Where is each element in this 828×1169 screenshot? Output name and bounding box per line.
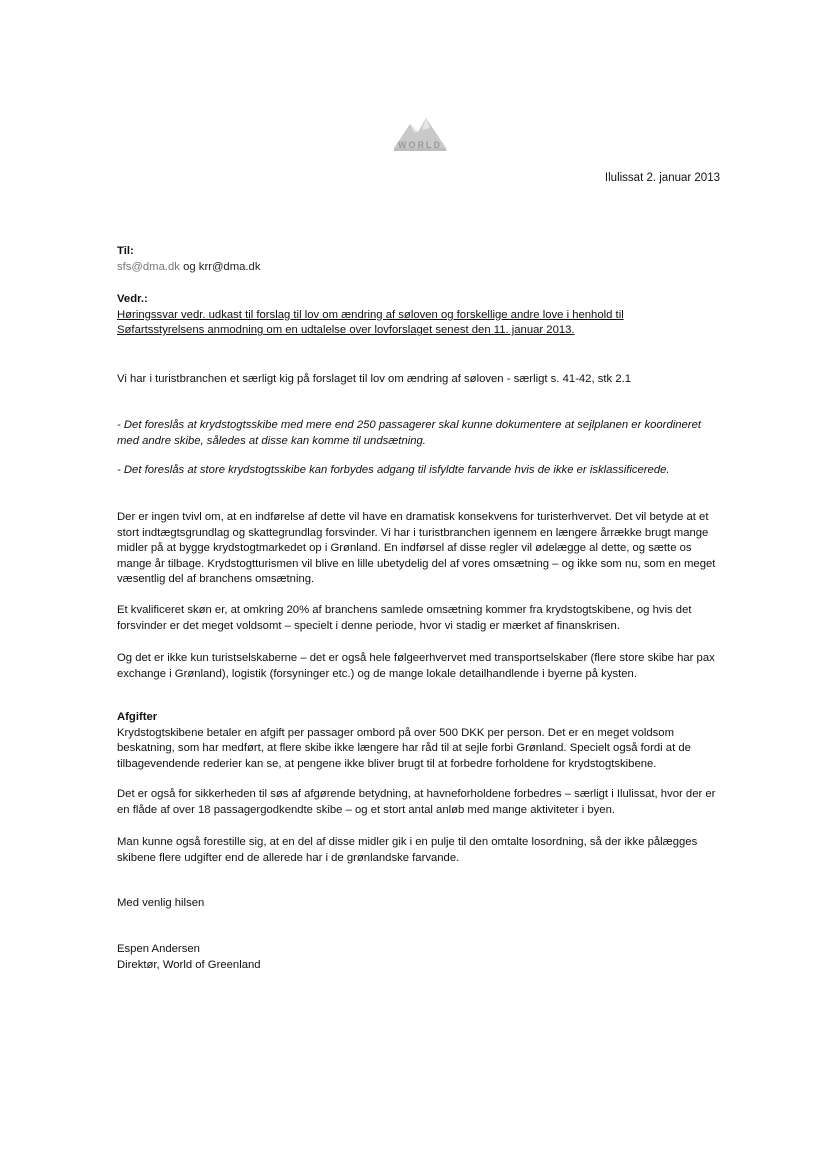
quote-1-text: - Det foreslås at krydstogtsskibe med mere end 250 passagerer skal kunne dokumentere at sejlplanen er koordineret med andre skibe, således at disse kan komme til undsætning. [117, 419, 701, 447]
mountain-logo-icon [388, 110, 452, 158]
signature-block [117, 942, 722, 973]
recipient-block [117, 244, 722, 275]
logo-wordmark: WORLD [398, 140, 442, 150]
subject-line-1: Høringssvar vedr. udkast til forslag til lov om ændring af søloven og forskellige andre love i henhold til [117, 308, 624, 321]
paragraph-safety [117, 787, 722, 818]
email-1[interactable]: sfs@dma.dk [117, 260, 180, 273]
email-2[interactable]: krr@dma.dk [198, 260, 261, 273]
paragraph-industry-text: Og det er ikke kun turistselskaberne – det er også hele følgeerhvervet med transportselskaber (flere store skibe har pax exchange i Grønland), logistik (forsyninger etc.) og de mange lokale detailhandlende i byerne på kysten. [117, 652, 715, 680]
quote-2-text: - Det foreslås at store krydstogtsskibe kan forbydes adgang til isfyldte farvande hvis de ikke er isklassificerede. [117, 464, 670, 476]
email-joiner: og [179, 260, 199, 273]
closing [117, 896, 722, 912]
signature-title: Direktør, World of Greenland [117, 958, 261, 971]
subject-line-2: Søfartsstyrelsens anmodning om en udtalelse over lovforslaget senest den 11. januar 2013. [117, 324, 575, 336]
quote-2 [117, 463, 722, 479]
paragraph-consequence [117, 510, 722, 588]
intro-text: Vi har i turistbranchen et særligt kig på forslaget til lov om ændring af søloven - særligt s. 41-42, stk 2.1 [117, 373, 632, 385]
afgifter-heading: Afgifter [117, 711, 158, 723]
quote-1 [117, 418, 722, 449]
paragraph-fund [117, 835, 722, 866]
signature-name: Espen Andersen [117, 943, 200, 955]
recipient-emails [117, 260, 722, 276]
afgifter-text: Krydstogtskibene betaler en afgift per passager ombord på over 500 DKK per person. Det er en meget voldsom beskatning, som har medført, at flere skibe ikke længere har råd til at sejle forbi Grønland. Specielt også fordi at de tilbagevendende rederier kan se, at pengene ikke bliver brugt til at forbedre forholdene for krydstogtskibene. [117, 726, 691, 770]
paragraph-safety-text: Det er også for sikkerheden til søs af afgørende betydning, at havneforholdene forbedres – særligt i Ilulissat, hvor der er en flåde af over 18 passagergodkendte skibe – og et stort antal anløb med mange aktiviteter i byen. [117, 788, 716, 816]
subject-label: Vedr.: [117, 293, 148, 305]
paragraph-estimate [117, 603, 722, 634]
paragraph-industry [117, 651, 722, 682]
paragraph-consequence-text: Der er ingen tvivl om, at en indførelse af dette vil have en dramatisk konsekvens for turisterhvervet. Det vil betyde at et stort indtægtsgrundlag og skattegrundlag forsvinder. Vi har i turistbranchen igennem en længere årrække brugt mange midler på at bygge krydstogtmarkedet op i Grønland. En indførsel af disse regler vil ødelægge al dette, og sætte os mange år tilbage. Krydstogtturismen vil blive en lille ubetydelig del af vores omsætning – og ikke som nu, som en meget væsentlig del af branchens omsætning. [117, 511, 716, 585]
closing-text: Med venlig hilsen [117, 897, 205, 909]
date-line: Ilulissat 2. januar 2013 [604, 172, 720, 184]
paragraph-fund-text: Man kunne også forestille sig, at en del af disse midler gik i en pulje til den omtalte losordning, så der ikke pålægges skibene flere udgifter end de allerede har i de grønlandske farvande. [117, 836, 698, 864]
paragraph-estimate-text: Et kvalificeret skøn er, at omkring 20% af branchens samlede omsætning kommer fra krydstogtskibene, og hvis det forsvinder er det meget voldsomt – specielt i denne periode, hvor vi stadig er mærket af finanskrisen. [117, 604, 692, 632]
company-logo [388, 110, 452, 158]
afgifter-section [117, 710, 722, 772]
recipient-label: Til: [117, 245, 134, 257]
intro-paragraph [117, 372, 722, 388]
subject-block [117, 292, 722, 339]
